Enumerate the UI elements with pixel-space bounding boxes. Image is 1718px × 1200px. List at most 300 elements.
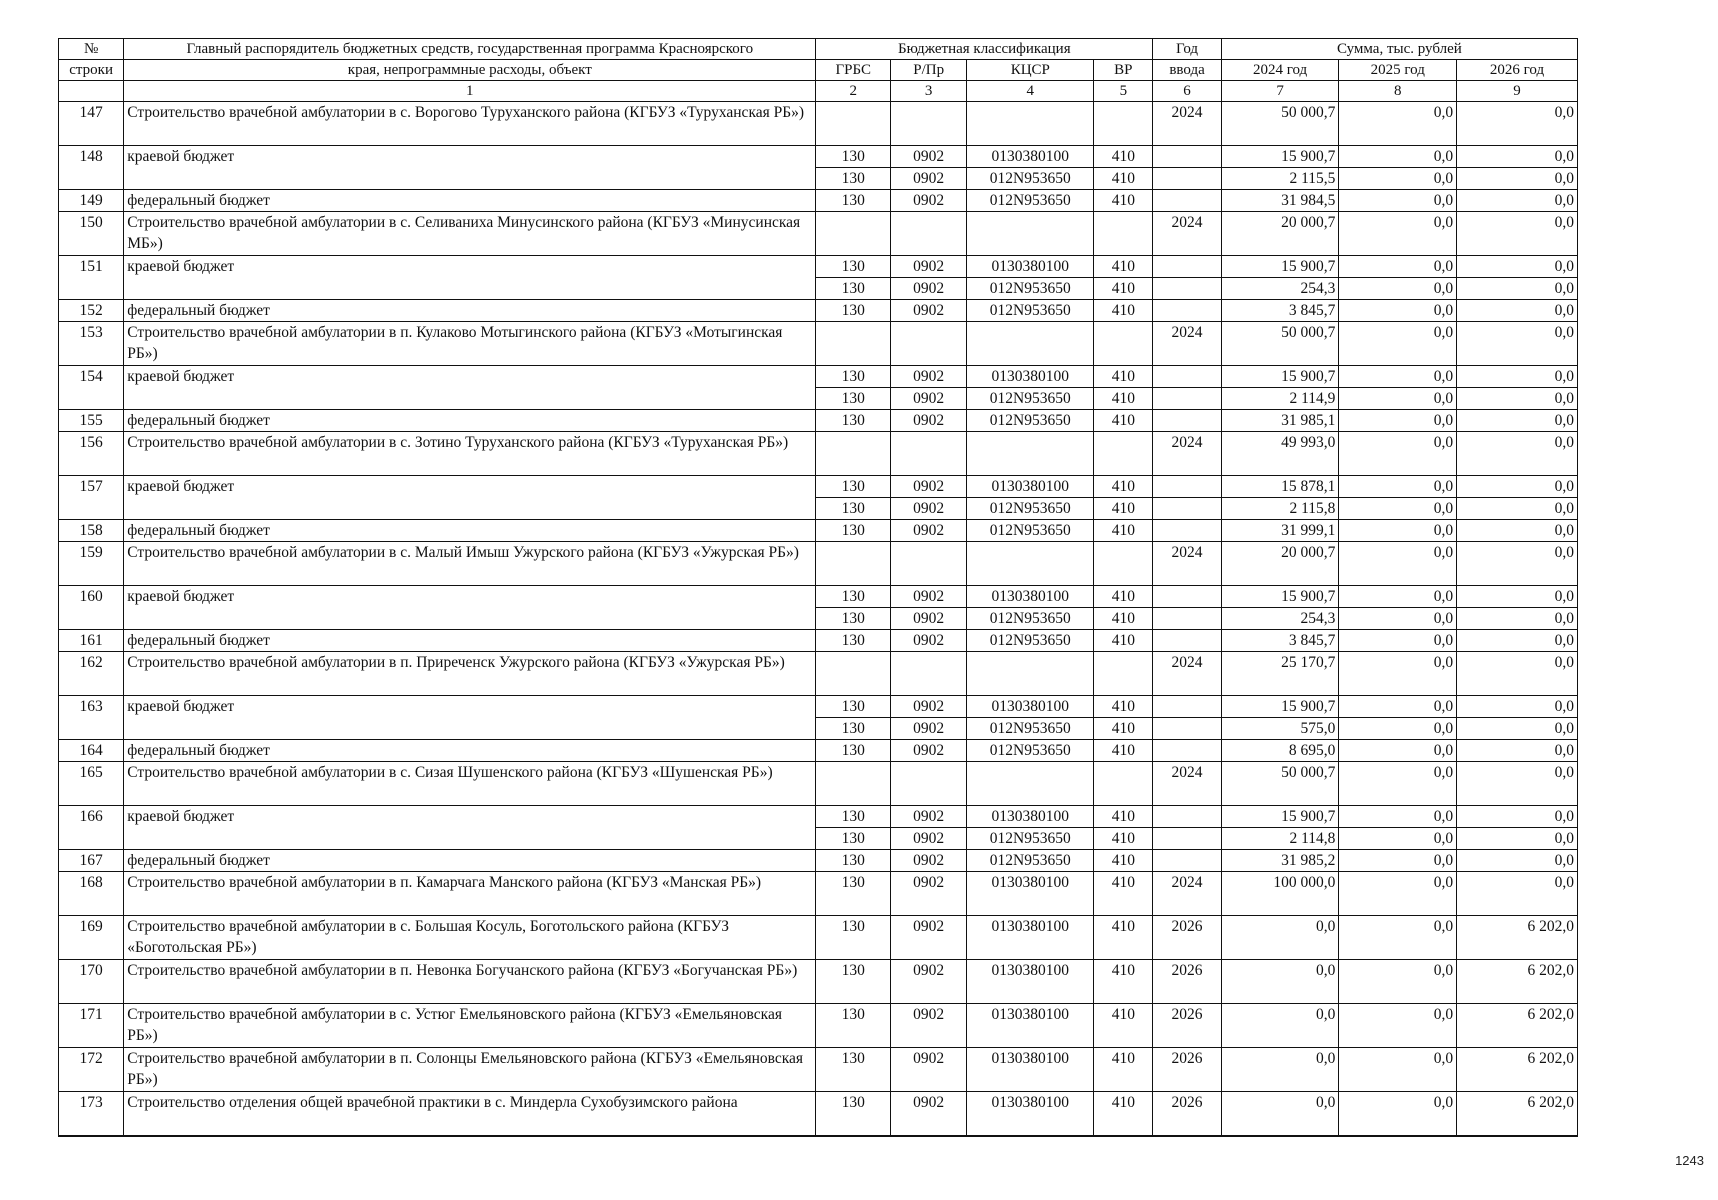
- row-name: [124, 718, 816, 740]
- row-name: краевой бюджет: [124, 476, 816, 498]
- row-sum-2026: 6 202,0: [1457, 1004, 1578, 1048]
- row-kcsr: 012N953650: [967, 168, 1094, 190]
- budget-table: [58, 38, 1578, 1137]
- row-year: 2024: [1153, 102, 1221, 146]
- row-rzpr: 0902: [891, 476, 967, 498]
- row-sum-2025: 0,0: [1339, 806, 1457, 828]
- column-numbers-row: [59, 81, 1578, 102]
- row-vr: 410: [1094, 718, 1153, 740]
- header-2024: 2024 год: [1221, 60, 1339, 81]
- col-num: 4: [967, 81, 1094, 102]
- row-year: 2024: [1153, 652, 1221, 696]
- row-sum-2025: 0,0: [1339, 652, 1457, 696]
- row-name: федеральный бюджет: [124, 520, 816, 542]
- row-rzpr: 0902: [891, 630, 967, 652]
- row-sum-2024: 31 985,2: [1221, 850, 1339, 872]
- row-vr: [1094, 762, 1153, 806]
- row-name: Строительство врачебной амбулатории в п. Кулаково Мотыгинского района (КГБУЗ «Мотыгинская РБ»): [124, 322, 816, 366]
- row-sum-2025: 0,0: [1339, 1004, 1457, 1048]
- row-grbs: 130: [816, 300, 891, 322]
- row-year: [1153, 278, 1221, 300]
- table-row: [59, 366, 1578, 388]
- row-rzpr: 0902: [891, 806, 967, 828]
- table-row: [59, 168, 1578, 190]
- row-sum-2025: 0,0: [1339, 850, 1457, 872]
- row-rzpr: 0902: [891, 850, 967, 872]
- row-sum-2026: 0,0: [1457, 696, 1578, 718]
- row-sum-2026: 0,0: [1457, 850, 1578, 872]
- row-kcsr: 0130380100: [967, 586, 1094, 608]
- row-rzpr: 0902: [891, 366, 967, 388]
- col-num: 3: [891, 81, 967, 102]
- row-sum-2025: 0,0: [1339, 608, 1457, 630]
- row-grbs: 130: [816, 806, 891, 828]
- row-number: 154: [59, 366, 124, 388]
- header-2025: 2025 год: [1339, 60, 1457, 81]
- row-vr: 410: [1094, 586, 1153, 608]
- row-sum-2024: 49 993,0: [1221, 432, 1339, 476]
- row-year: [1153, 498, 1221, 520]
- row-year: [1153, 146, 1221, 168]
- row-sum-2024: 254,3: [1221, 608, 1339, 630]
- row-sum-2025: 0,0: [1339, 256, 1457, 278]
- row-kcsr: 0130380100: [967, 696, 1094, 718]
- row-year: [1153, 718, 1221, 740]
- row-name: краевой бюджет: [124, 366, 816, 388]
- table-body: [59, 102, 1578, 1137]
- row-sum-2026: 0,0: [1457, 278, 1578, 300]
- row-vr: 410: [1094, 850, 1153, 872]
- table-row: [59, 1092, 1578, 1137]
- row-vr: 410: [1094, 696, 1153, 718]
- row-vr: 410: [1094, 146, 1153, 168]
- row-rzpr: [891, 102, 967, 146]
- row-number: 156: [59, 432, 124, 476]
- row-sum-2026: 0,0: [1457, 762, 1578, 806]
- row-name: Строительство врачебной амбулатории в п. Камарчага Манского района (КГБУЗ «Манская РБ»): [124, 872, 816, 916]
- table-row: [59, 652, 1578, 696]
- row-grbs: [816, 652, 891, 696]
- row-grbs: 130: [816, 916, 891, 960]
- row-grbs: [816, 432, 891, 476]
- row-sum-2025: 0,0: [1339, 542, 1457, 586]
- row-year: [1153, 410, 1221, 432]
- row-name: Строительство врачебной амбулатории в п. Невонка Богучанского района (КГБУЗ «Богучанская РБ»): [124, 960, 816, 1004]
- row-sum-2024: 31 985,1: [1221, 410, 1339, 432]
- row-sum-2025: 0,0: [1339, 498, 1457, 520]
- row-vr: 410: [1094, 1092, 1153, 1137]
- row-sum-2025: 0,0: [1339, 718, 1457, 740]
- row-grbs: 130: [816, 388, 891, 410]
- row-year: 2026: [1153, 1004, 1221, 1048]
- row-sum-2026: 0,0: [1457, 256, 1578, 278]
- row-grbs: [816, 762, 891, 806]
- row-sum-2026: 0,0: [1457, 300, 1578, 322]
- row-sum-2026: 0,0: [1457, 652, 1578, 696]
- row-name: федеральный бюджет: [124, 850, 816, 872]
- row-grbs: 130: [816, 718, 891, 740]
- row-kcsr: 012N953650: [967, 828, 1094, 850]
- row-sum-2024: 15 900,7: [1221, 146, 1339, 168]
- row-sum-2026: 0,0: [1457, 630, 1578, 652]
- row-vr: 410: [1094, 740, 1153, 762]
- table-row: [59, 872, 1578, 916]
- row-name: Строительство врачебной амбулатории в с. Большая Косуль, Боготольского района (КГБУЗ «Боготольская РБ»): [124, 916, 816, 960]
- header-sum: Сумма, тыс. рублей: [1221, 39, 1577, 60]
- row-rzpr: 0902: [891, 520, 967, 542]
- row-sum-2024: 20 000,7: [1221, 212, 1339, 256]
- row-rzpr: [891, 652, 967, 696]
- row-number: 149: [59, 190, 124, 212]
- row-kcsr: 012N953650: [967, 718, 1094, 740]
- header-name: Главный распорядитель бюджетных средств, государственная программа Красноярского: [124, 39, 816, 60]
- row-sum-2024: 8 695,0: [1221, 740, 1339, 762]
- row-vr: 410: [1094, 828, 1153, 850]
- row-name: краевой бюджет: [124, 806, 816, 828]
- row-name: Строительство врачебной амбулатории в с. Зотино Туруханского района (КГБУЗ «Туруханская РБ»): [124, 432, 816, 476]
- row-vr: [1094, 322, 1153, 366]
- row-number: 165: [59, 762, 124, 806]
- row-sum-2025: 0,0: [1339, 630, 1457, 652]
- row-grbs: 130: [816, 1092, 891, 1137]
- row-grbs: 130: [816, 872, 891, 916]
- row-rzpr: 0902: [891, 146, 967, 168]
- row-name: [124, 498, 816, 520]
- row-rzpr: 0902: [891, 960, 967, 1004]
- header-grbs: ГРБС: [816, 60, 891, 81]
- table-row: [59, 850, 1578, 872]
- row-grbs: [816, 322, 891, 366]
- row-rzpr: 0902: [891, 410, 967, 432]
- header-kcsr: КЦСР: [967, 60, 1094, 81]
- row-number: [59, 278, 124, 300]
- row-grbs: 130: [816, 586, 891, 608]
- row-sum-2026: 0,0: [1457, 432, 1578, 476]
- row-rzpr: 0902: [891, 1048, 967, 1092]
- row-name: краевой бюджет: [124, 256, 816, 278]
- row-rzpr: 0902: [891, 300, 967, 322]
- row-sum-2024: 2 114,9: [1221, 388, 1339, 410]
- row-sum-2024: 15 900,7: [1221, 256, 1339, 278]
- row-vr: 410: [1094, 278, 1153, 300]
- row-year: [1153, 168, 1221, 190]
- row-rzpr: 0902: [891, 1004, 967, 1048]
- row-number: [59, 498, 124, 520]
- row-sum-2025: 0,0: [1339, 872, 1457, 916]
- row-name: Строительство отделения общей врачебной практики в с. Миндерла Сухобузимского района: [124, 1092, 816, 1137]
- row-number: 150: [59, 212, 124, 256]
- table-row: [59, 1048, 1578, 1092]
- table-row: [59, 960, 1578, 1004]
- row-sum-2024: 2 115,5: [1221, 168, 1339, 190]
- row-number: 157: [59, 476, 124, 498]
- row-grbs: 130: [816, 960, 891, 1004]
- table-row: [59, 432, 1578, 476]
- row-sum-2026: 6 202,0: [1457, 916, 1578, 960]
- table-row: [59, 608, 1578, 630]
- row-name: федеральный бюджет: [124, 740, 816, 762]
- table-row: [59, 410, 1578, 432]
- row-year: [1153, 520, 1221, 542]
- row-year: [1153, 696, 1221, 718]
- table-row: [59, 630, 1578, 652]
- row-year: [1153, 586, 1221, 608]
- row-rzpr: 0902: [891, 828, 967, 850]
- row-kcsr: [967, 762, 1094, 806]
- col-num: 5: [1094, 81, 1153, 102]
- row-vr: [1094, 212, 1153, 256]
- header-row-number: №: [59, 39, 124, 60]
- row-year: [1153, 608, 1221, 630]
- row-sum-2026: 6 202,0: [1457, 1048, 1578, 1092]
- row-kcsr: 0130380100: [967, 366, 1094, 388]
- row-grbs: 130: [816, 256, 891, 278]
- row-sum-2026: 0,0: [1457, 190, 1578, 212]
- header-name-2: края, непрограммные расходы, объект: [124, 60, 816, 81]
- header-budget-classification: Бюджетная классификация: [816, 39, 1153, 60]
- row-rzpr: 0902: [891, 718, 967, 740]
- row-sum-2026: 0,0: [1457, 828, 1578, 850]
- row-sum-2026: 0,0: [1457, 388, 1578, 410]
- row-sum-2024: 3 845,7: [1221, 300, 1339, 322]
- row-sum-2025: 0,0: [1339, 278, 1457, 300]
- row-vr: 410: [1094, 366, 1153, 388]
- row-vr: 410: [1094, 190, 1153, 212]
- row-sum-2026: 0,0: [1457, 740, 1578, 762]
- row-vr: 410: [1094, 916, 1153, 960]
- row-sum-2025: 0,0: [1339, 520, 1457, 542]
- row-sum-2025: 0,0: [1339, 916, 1457, 960]
- table-row: [59, 542, 1578, 586]
- row-rzpr: 0902: [891, 740, 967, 762]
- row-name: [124, 828, 816, 850]
- row-name: Строительство врачебной амбулатории в с. Сизая Шушенского района (КГБУЗ «Шушенская РБ»): [124, 762, 816, 806]
- row-name: краевой бюджет: [124, 586, 816, 608]
- row-number: [59, 168, 124, 190]
- row-sum-2025: 0,0: [1339, 432, 1457, 476]
- row-rzpr: 0902: [891, 696, 967, 718]
- row-sum-2024: 100 000,0: [1221, 872, 1339, 916]
- row-name: Строительство врачебной амбулатории в с. Малый Имыш Ужурского района (КГБУЗ «Ужурская РБ»): [124, 542, 816, 586]
- row-sum-2024: 15 900,7: [1221, 366, 1339, 388]
- row-grbs: [816, 542, 891, 586]
- row-number: [59, 388, 124, 410]
- row-year: [1153, 850, 1221, 872]
- row-vr: 410: [1094, 1048, 1153, 1092]
- row-rzpr: 0902: [891, 608, 967, 630]
- row-kcsr: [967, 102, 1094, 146]
- row-grbs: 130: [816, 696, 891, 718]
- row-sum-2024: 2 115,8: [1221, 498, 1339, 520]
- row-year: 2026: [1153, 1092, 1221, 1137]
- row-rzpr: 0902: [891, 916, 967, 960]
- row-kcsr: 0130380100: [967, 1004, 1094, 1048]
- row-year: [1153, 828, 1221, 850]
- row-vr: 410: [1094, 388, 1153, 410]
- row-year: [1153, 476, 1221, 498]
- header-rzpr: Р/Пр: [891, 60, 967, 81]
- row-grbs: 130: [816, 366, 891, 388]
- row-kcsr: 012N953650: [967, 410, 1094, 432]
- row-number: [59, 608, 124, 630]
- table-row: [59, 388, 1578, 410]
- row-kcsr: 012N953650: [967, 740, 1094, 762]
- row-grbs: 130: [816, 168, 891, 190]
- col-num: 7: [1221, 81, 1339, 102]
- header-year: Год: [1153, 39, 1221, 60]
- row-sum-2026: 0,0: [1457, 520, 1578, 542]
- row-year: [1153, 190, 1221, 212]
- row-year: 2024: [1153, 762, 1221, 806]
- row-kcsr: 0130380100: [967, 256, 1094, 278]
- row-sum-2024: 25 170,7: [1221, 652, 1339, 696]
- row-vr: 410: [1094, 1004, 1153, 1048]
- row-sum-2024: 254,3: [1221, 278, 1339, 300]
- row-number: [59, 828, 124, 850]
- row-sum-2024: 15 900,7: [1221, 806, 1339, 828]
- row-sum-2026: 0,0: [1457, 322, 1578, 366]
- row-kcsr: 0130380100: [967, 872, 1094, 916]
- row-number: 151: [59, 256, 124, 278]
- header-vr: ВР: [1094, 60, 1153, 81]
- row-kcsr: 0130380100: [967, 916, 1094, 960]
- row-rzpr: [891, 762, 967, 806]
- row-kcsr: 012N953650: [967, 388, 1094, 410]
- row-year: 2026: [1153, 916, 1221, 960]
- row-sum-2026: 0,0: [1457, 872, 1578, 916]
- row-sum-2026: 0,0: [1457, 212, 1578, 256]
- col-num: 8: [1339, 81, 1457, 102]
- header-year-2: ввода: [1153, 60, 1221, 81]
- row-number: 158: [59, 520, 124, 542]
- col-num: 1: [124, 81, 816, 102]
- row-sum-2025: 0,0: [1339, 410, 1457, 432]
- row-vr: 410: [1094, 498, 1153, 520]
- row-sum-2024: 0,0: [1221, 1048, 1339, 1092]
- row-kcsr: 012N953650: [967, 278, 1094, 300]
- row-year: [1153, 388, 1221, 410]
- row-year: 2024: [1153, 542, 1221, 586]
- row-number: 166: [59, 806, 124, 828]
- row-grbs: 130: [816, 146, 891, 168]
- row-vr: [1094, 542, 1153, 586]
- row-sum-2026: 6 202,0: [1457, 960, 1578, 1004]
- row-sum-2026: 0,0: [1457, 102, 1578, 146]
- row-vr: 410: [1094, 476, 1153, 498]
- row-vr: 410: [1094, 630, 1153, 652]
- row-sum-2025: 0,0: [1339, 388, 1457, 410]
- row-sum-2024: 0,0: [1221, 1092, 1339, 1137]
- table-row: [59, 520, 1578, 542]
- row-rzpr: [891, 212, 967, 256]
- row-year: 2024: [1153, 212, 1221, 256]
- row-sum-2025: 0,0: [1339, 586, 1457, 608]
- row-number: 171: [59, 1004, 124, 1048]
- row-kcsr: 0130380100: [967, 806, 1094, 828]
- row-number: 148: [59, 146, 124, 168]
- row-sum-2026: 0,0: [1457, 498, 1578, 520]
- row-sum-2024: 15 900,7: [1221, 586, 1339, 608]
- row-sum-2025: 0,0: [1339, 740, 1457, 762]
- row-vr: 410: [1094, 520, 1153, 542]
- row-sum-2024: 31 984,5: [1221, 190, 1339, 212]
- row-sum-2024: 0,0: [1221, 960, 1339, 1004]
- table-row: [59, 916, 1578, 960]
- row-sum-2026: 0,0: [1457, 608, 1578, 630]
- row-kcsr: 012N953650: [967, 850, 1094, 872]
- row-grbs: [816, 212, 891, 256]
- row-vr: 410: [1094, 300, 1153, 322]
- row-sum-2025: 0,0: [1339, 1092, 1457, 1137]
- row-kcsr: 012N953650: [967, 520, 1094, 542]
- row-sum-2024: 31 999,1: [1221, 520, 1339, 542]
- row-sum-2024: 15 900,7: [1221, 696, 1339, 718]
- row-kcsr: [967, 212, 1094, 256]
- row-name: федеральный бюджет: [124, 630, 816, 652]
- row-rzpr: [891, 322, 967, 366]
- row-sum-2026: 0,0: [1457, 542, 1578, 586]
- row-rzpr: 0902: [891, 388, 967, 410]
- row-kcsr: 012N953650: [967, 608, 1094, 630]
- row-year: [1153, 806, 1221, 828]
- row-kcsr: 0130380100: [967, 960, 1094, 1004]
- table-row: [59, 718, 1578, 740]
- row-kcsr: 0130380100: [967, 1048, 1094, 1092]
- row-sum-2026: 0,0: [1457, 476, 1578, 498]
- row-rzpr: 0902: [891, 168, 967, 190]
- row-sum-2024: 15 878,1: [1221, 476, 1339, 498]
- row-sum-2026: 0,0: [1457, 410, 1578, 432]
- row-sum-2026: 0,0: [1457, 366, 1578, 388]
- row-vr: 410: [1094, 806, 1153, 828]
- table-row: [59, 102, 1578, 146]
- row-rzpr: 0902: [891, 872, 967, 916]
- row-kcsr: 0130380100: [967, 476, 1094, 498]
- row-grbs: 130: [816, 608, 891, 630]
- row-grbs: 130: [816, 476, 891, 498]
- row-kcsr: 012N953650: [967, 498, 1094, 520]
- row-name: Строительство врачебной амбулатории в с. Селиваниха Минусинского района (КГБУЗ «Минусинская МБ»): [124, 212, 816, 256]
- row-sum-2025: 0,0: [1339, 212, 1457, 256]
- row-grbs: 130: [816, 1048, 891, 1092]
- row-sum-2025: 0,0: [1339, 1048, 1457, 1092]
- table-row: [59, 146, 1578, 168]
- row-sum-2024: 50 000,7: [1221, 322, 1339, 366]
- row-sum-2024: 20 000,7: [1221, 542, 1339, 586]
- table-row: [59, 256, 1578, 278]
- row-grbs: 130: [816, 1004, 891, 1048]
- row-name: федеральный бюджет: [124, 410, 816, 432]
- row-year: [1153, 740, 1221, 762]
- row-grbs: 130: [816, 740, 891, 762]
- row-rzpr: 0902: [891, 278, 967, 300]
- row-grbs: [816, 102, 891, 146]
- row-sum-2026: 0,0: [1457, 146, 1578, 168]
- row-year: [1153, 366, 1221, 388]
- row-sum-2026: 6 202,0: [1457, 1092, 1578, 1137]
- row-name: Строительство врачебной амбулатории в п. Солонцы Емельяновского района (КГБУЗ «Емельяновская РБ»): [124, 1048, 816, 1092]
- row-sum-2024: 0,0: [1221, 1004, 1339, 1048]
- table-row: [59, 806, 1578, 828]
- row-sum-2026: 0,0: [1457, 718, 1578, 740]
- table-row: [59, 586, 1578, 608]
- row-year: [1153, 630, 1221, 652]
- row-number: 155: [59, 410, 124, 432]
- row-number: 147: [59, 102, 124, 146]
- row-sum-2024: 0,0: [1221, 916, 1339, 960]
- row-kcsr: 0130380100: [967, 1092, 1094, 1137]
- row-sum-2025: 0,0: [1339, 168, 1457, 190]
